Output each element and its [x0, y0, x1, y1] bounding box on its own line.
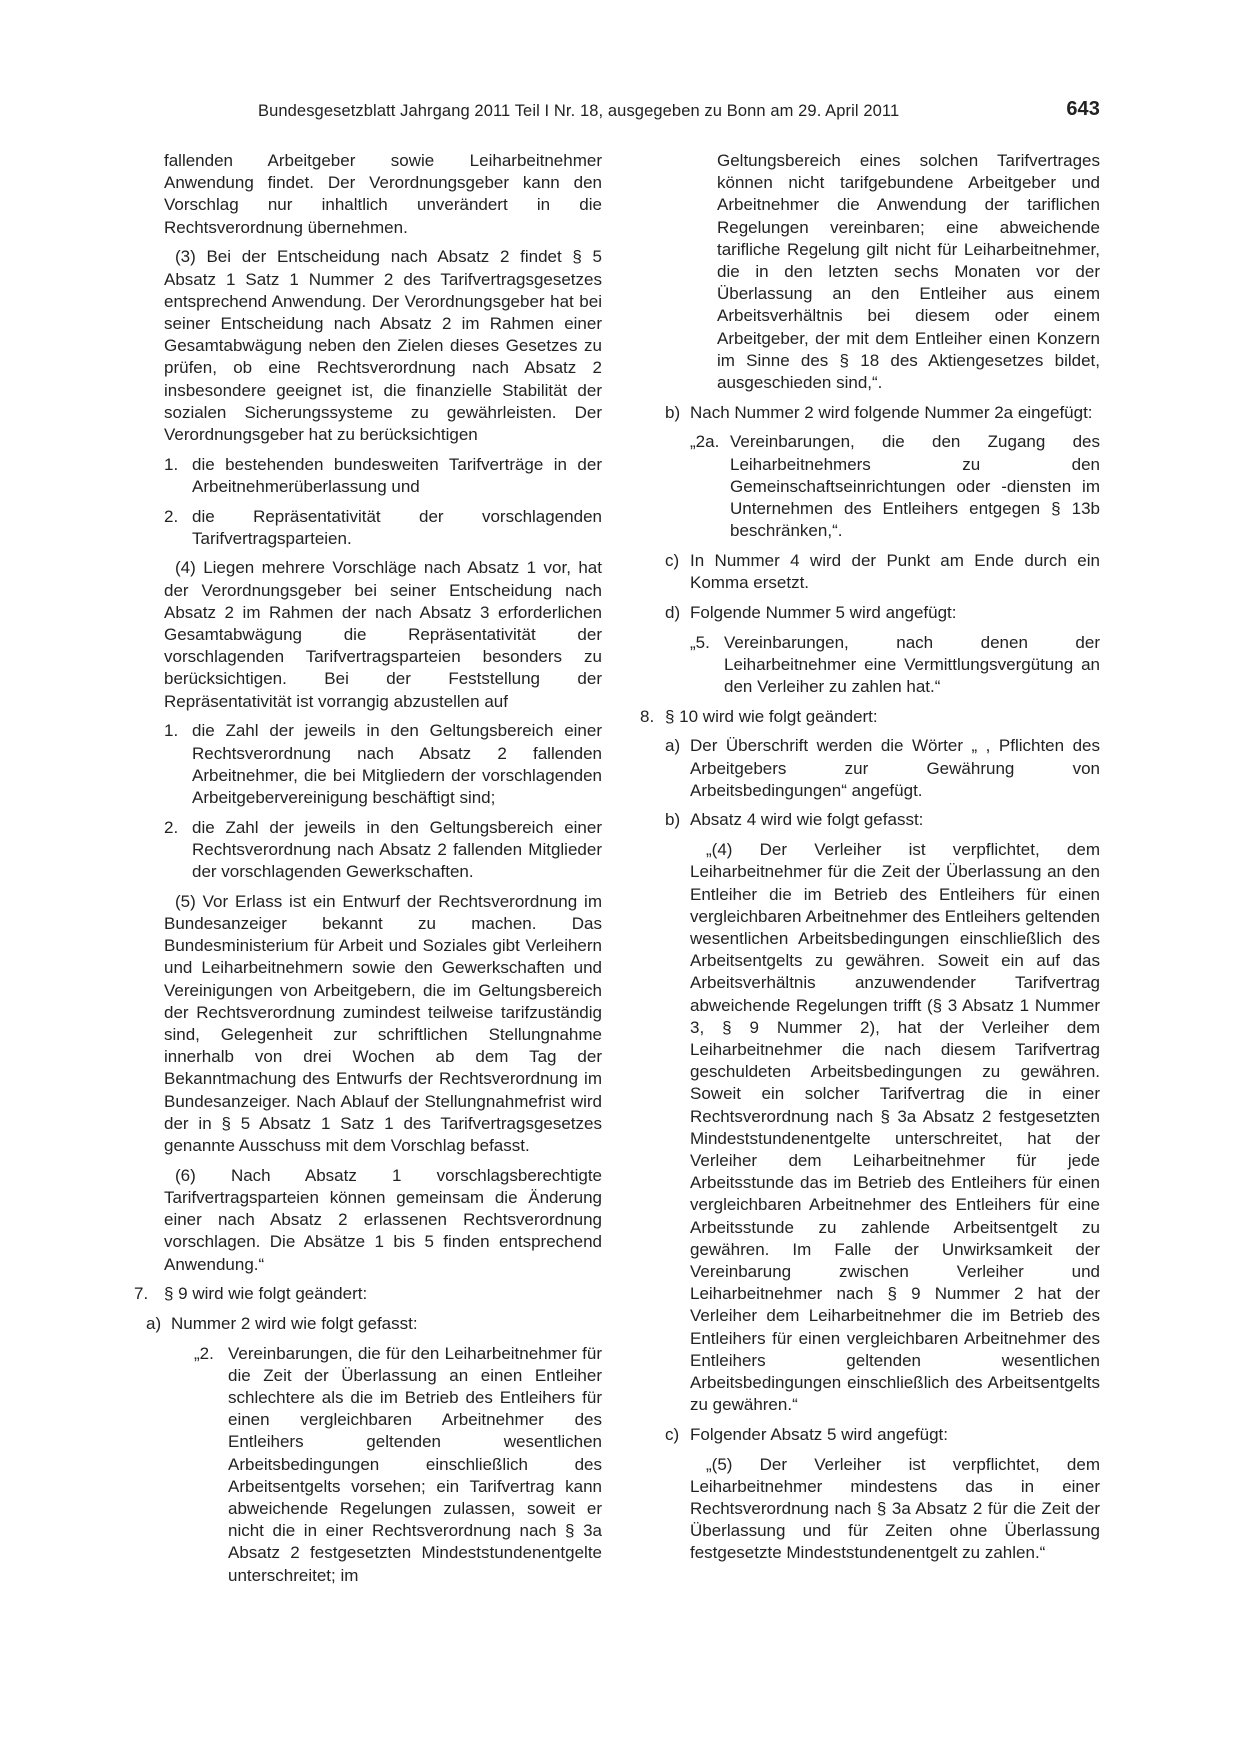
list-text: Folgende Nummer 5 wird angefügt:	[690, 602, 957, 622]
amendment-item-8	[640, 706, 1100, 728]
list-text: die Repräsentativität der vorschlagenden Tarifvertragsparteien.	[192, 506, 602, 548]
amendment-subitem	[146, 1313, 602, 1335]
list-item	[164, 506, 602, 550]
list-text: In Nummer 4 wird der Punkt am Ende durch ein Komma ersetzt.	[690, 550, 1100, 593]
page-header	[258, 100, 1100, 126]
list-number: „5.	[690, 632, 710, 652]
list-number: b)	[665, 402, 681, 422]
paragraph-abs4: (4) Liegen mehrere Vorschläge nach Absatz 1 vor, hat der Verordnungsgeber bei seiner Entscheidung nach Absatz 2 im Rahmen der nach Absatz 3 erforderlichen Gesamtabwägung die Repräsentativität der vorschlagenden Tarifvertragsparteien besonders zu berücksichtigen. Bei der Feststellung der Repräsentativität ist vorrangig abzustellen auf	[164, 558, 602, 711]
list-text: Der Überschrift werden die Wörter „ , Pflichten des Arbeitgebers zur Gewährung von Arbeitsbedingungen“ angefügt.	[690, 736, 1100, 800]
quoted-paragraph: „(5) Der Verleiher ist verpflichtet, dem Leiharbeitnehmer mindestens das in einer Rechtsverordnung nach § 3a Absatz 2 für die Zeit der Überlassung und für Zeiten ohne Überlassung festgesetzte Mindeststundenentgelt zu zahlen.“	[690, 1454, 1100, 1563]
left-column	[134, 150, 602, 1594]
quoted-provision	[690, 632, 1100, 699]
list-item	[164, 817, 602, 884]
list-number: 8.	[640, 706, 655, 726]
right-column	[640, 150, 1100, 1572]
paragraph: fallenden Arbeitgeber sowie Leiharbeitnehmer Anwendung findet. Der Verordnungsgeber kann den Vorschlag nur inhaltlich unverändert in die Rechtsverordnung übernehmen.	[164, 151, 602, 237]
list-item	[164, 720, 602, 809]
amendment-subitem	[665, 735, 1100, 802]
list-text: Nach Nummer 2 wird folgende Nummer 2a eingefügt:	[690, 402, 1093, 422]
paragraph-abs5: (5) Vor Erlass ist ein Entwurf der Rechtsverordnung im Bundesanzeiger bekannt zu machen. Das Bundesministerium für Arbeit und Soziales gibt Verleihern und Leiharbeitnehmern sowie den Gewerkschaften und Vereinigungen von Arbeitgebern, die im Geltungsbereich der Rechtsverordnung zumindest teilweise tarifzuständig sind, Gelegenheit zur schriftlichen Stellungnahme innerhalb von drei Wochen ab dem Tag der Bekanntmachung des Entwurfs der Rechtsverordnung im Bundesanzeiger. Nach Ablauf der Stellungnahmefrist wird der in § 5 Absatz 1 Satz 1 des Tarifvertragsgesetzes genannte Ausschuss mit dem Vorschlag befasst.	[164, 891, 602, 1156]
list-number: 2.	[164, 506, 179, 526]
list-text: die Zahl der jeweils in den Geltungsbereich einer Rechtsverordnung nach Absatz 2 fallenden Mitglieder der vorschlagenden Gewerkschaften.	[192, 817, 602, 882]
list-number: „2.	[194, 1343, 214, 1363]
amendment-subitem	[665, 402, 1100, 424]
amendment-item-7	[134, 1283, 602, 1305]
list-text: die Zahl der jeweils in den Geltungsbereich einer Rechtsverordnung nach Absatz 2 fallenden Arbeitnehmer, die bei Mitgliedern der vorschlagenden Arbeitgebervereinigung beschäftigt sind;	[192, 721, 602, 807]
list-number: a)	[665, 736, 681, 756]
list-number: d)	[665, 602, 681, 622]
paragraph-abs6: (6) Nach Absatz 1 vorschlagsberechtigte Tarifvertragsparteien können gemeinsam die Änderung einer nach Absatz 2 erlassenen Rechtsverordnung vorschlagen. Die Absätze 1 bis 5 finden entsprechend Anwendung.“	[164, 1165, 602, 1274]
amendment-subitem	[665, 602, 1100, 624]
paragraph-abs3: (3) Bei der Entscheidung nach Absatz 2 findet § 5 Absatz 1 Satz 1 Nummer 2 des Tarifvertragsgesetzes entsprechend Anwendung. Der Verordnungsgeber hat bei seiner Entscheidung nach Absatz 2 im Rahmen einer Gesamtabwägung neben den Zielen dieses Gesetzes zu prüfen, ob eine Rechtsverordnung nach Absatz 2 insbesondere geeignet ist, die finanzielle Stabilität der sozialen Sicherungssysteme zu gewährleisten. Der Verordnungsgeber hat zu berücksichtigen	[164, 247, 602, 444]
quoted-continuation: Geltungsbereich eines solchen Tarifvertrages können nicht tarifgebundene Arbeitgeber und Arbeitnehmer die Anwendung der tariflichen Regelungen vereinbaren; eine abweichende tarifliche Regelung gilt nicht für Leiharbeitnehmer, die in den letzten sechs Monaten vor der Überlassung an den Entleiher aus einem Arbeitsverhältnis bei diesem oder einem Arbeitgeber, der mit dem Entleiher einen Konzern im Sinne des § 18 des Aktiengesetzes bildet, ausgeschieden sind,“.	[717, 151, 1100, 393]
list-number: a)	[146, 1313, 162, 1333]
list-text: Vereinbarungen, nach denen der Leiharbeitnehmer eine Vermittlungsvergütung an den Verleiher zu zahlen hat.“	[724, 632, 1100, 696]
list-text: Nummer 2 wird wie folgt gefasst:	[171, 1313, 418, 1333]
list-text: die bestehenden bundesweiten Tarifverträge in der Arbeitnehmerüberlassung und	[192, 454, 602, 496]
list-number: c)	[665, 1424, 680, 1444]
list-text: § 10 wird wie folgt geändert:	[665, 706, 878, 726]
list-number: „2a.	[690, 432, 720, 452]
list-text: § 9 wird wie folgt geändert:	[164, 1284, 368, 1304]
quoted-paragraph: „(4) Der Verleiher ist verpflichtet, dem Leiharbeitnehmer für die Zeit der Überlassung an den Entleiher die im Betrieb des Entleihers für einen vergleichbaren Arbeitnehmer des Entleihers geltenden wesentlichen Arbeitsbedingungen einschließlich des Arbeitsentgelts zu gewähren. Soweit ein auf das Arbeitsverhältnis anzuwendender Tarifvertrag abweichende Regelungen trifft (§ 3 Absatz 1 Nummer 3, § 9 Nummer 2), hat der Verleiher dem Leiharbeitnehmer die nach diesem Tarifvertrag geschuldeten Arbeitsbedingungen zu gewähren. Soweit ein solcher Tarifvertrag die in einer Rechtsverordnung nach § 3a Absatz 2 festgesetzten Mindeststundenentgelte unterschreitet, hat der Verleiher dem Leiharbeitnehmer für jede Arbeitsstunde das im Betrieb des Entleihers für einen vergleichbaren Arbeitnehmer des Entleihers für eine Arbeitsstunde zu zahlende Arbeitsentgelt zu gewähren. Im Falle der Unwirksamkeit der Vereinbarung zwischen Verleiher und Leiharbeitnehmer nach § 9 Nummer 2 hat der Verleiher dem Leiharbeitnehmer die im Betrieb des Entleihers für einen vergleichbaren Arbeitnehmer des Entleihers geltenden wesentlichen Arbeitsbedingungen einschließlich des Arbeitsentgelts zu gewähren.“	[690, 840, 1100, 1415]
quoted-provision	[194, 1343, 602, 1587]
list-number: b)	[665, 810, 681, 830]
list-number: 7.	[134, 1284, 149, 1304]
list-text: Folgender Absatz 5 wird angefügt:	[690, 1424, 948, 1444]
list-number: 1.	[164, 454, 179, 474]
list-text: Absatz 4 wird wie folgt gefasst:	[690, 810, 924, 830]
list-number: c)	[665, 550, 680, 570]
list-number: 2.	[164, 817, 179, 837]
quoted-provision	[690, 431, 1100, 542]
list-number: 1.	[164, 721, 179, 741]
amendment-subitem	[665, 1424, 1100, 1446]
list-text: Vereinbarungen, die für den Leiharbeitnehmer für die Zeit der Überlassung an einen Entleiher schlechtere als die im Betrieb des Entleihers für einen vergleichbaren Arbeitnehmer des Entleihers geltenden wesentlichen Arbeitsbedingungen einschließlich des Arbeitsentgelts vorsehen; ein Tarifvertrag kann abweichende Regelungen zulassen, soweit er nicht die in einer Rechtsverordnung nach § 3a Absatz 2 festgesetzten Mindeststundenentgelte unterschreitet; im	[228, 1343, 602, 1585]
page-number: 643	[1066, 98, 1100, 120]
list-text: Vereinbarungen, die den Zugang des Leiharbeitnehmers zu den Gemeinschaftseinrichtungen oder -diensten im Unternehmen des Entleihers entgegen § 13b beschränken,“.	[730, 432, 1100, 541]
amendment-subitem	[665, 550, 1100, 594]
amendment-subitem	[665, 809, 1100, 831]
list-item	[164, 454, 602, 498]
header-title: Bundesgesetzblatt Jahrgang 2011 Teil I Nr. 18, ausgegeben zu Bonn am 29. April 2011	[258, 102, 900, 120]
